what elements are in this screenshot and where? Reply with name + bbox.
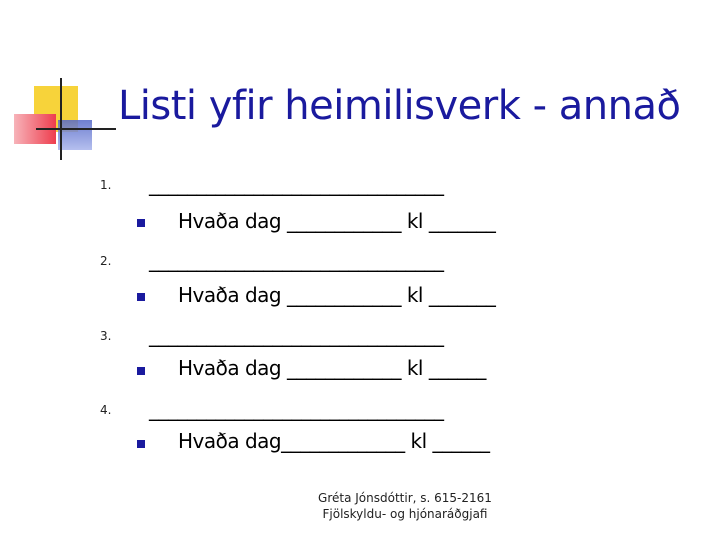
item-number: 2. [100,254,112,268]
item-number: 3. [100,329,112,343]
item-when: Hvaða dag ____________ kl _______ [178,209,496,233]
item-blank: _______________________________ [149,397,444,421]
bullet-icon [137,219,145,227]
slide-logo [0,0,120,170]
item-blank: _______________________________ [149,248,444,272]
item-number: 4. [100,403,112,417]
bullet-icon [137,367,145,375]
logo-blue-square [58,120,92,150]
logo-horizontal-line [36,128,116,130]
item-when: Hvaða dag ____________ kl ______ [178,356,486,380]
bullet-icon [137,293,145,301]
logo-vertical-line [60,78,62,160]
footer-author: Gréta Jónsdóttir, s. 615-2161 [318,491,492,505]
item-blank: _______________________________ [149,172,444,196]
footer-role: Fjölskyldu- og hjónaráðgjafi [322,507,488,521]
item-number: 1. [100,178,112,192]
item-blank: _______________________________ [149,323,444,347]
page-title: Listi yfir heimilisverk - annað [118,83,681,129]
item-when: Hvaða dag ____________ kl _______ [178,283,496,307]
footer [300,490,510,522]
item-when: Hvaða dag_____________ kl ______ [178,429,490,453]
bullet-icon [137,440,145,448]
